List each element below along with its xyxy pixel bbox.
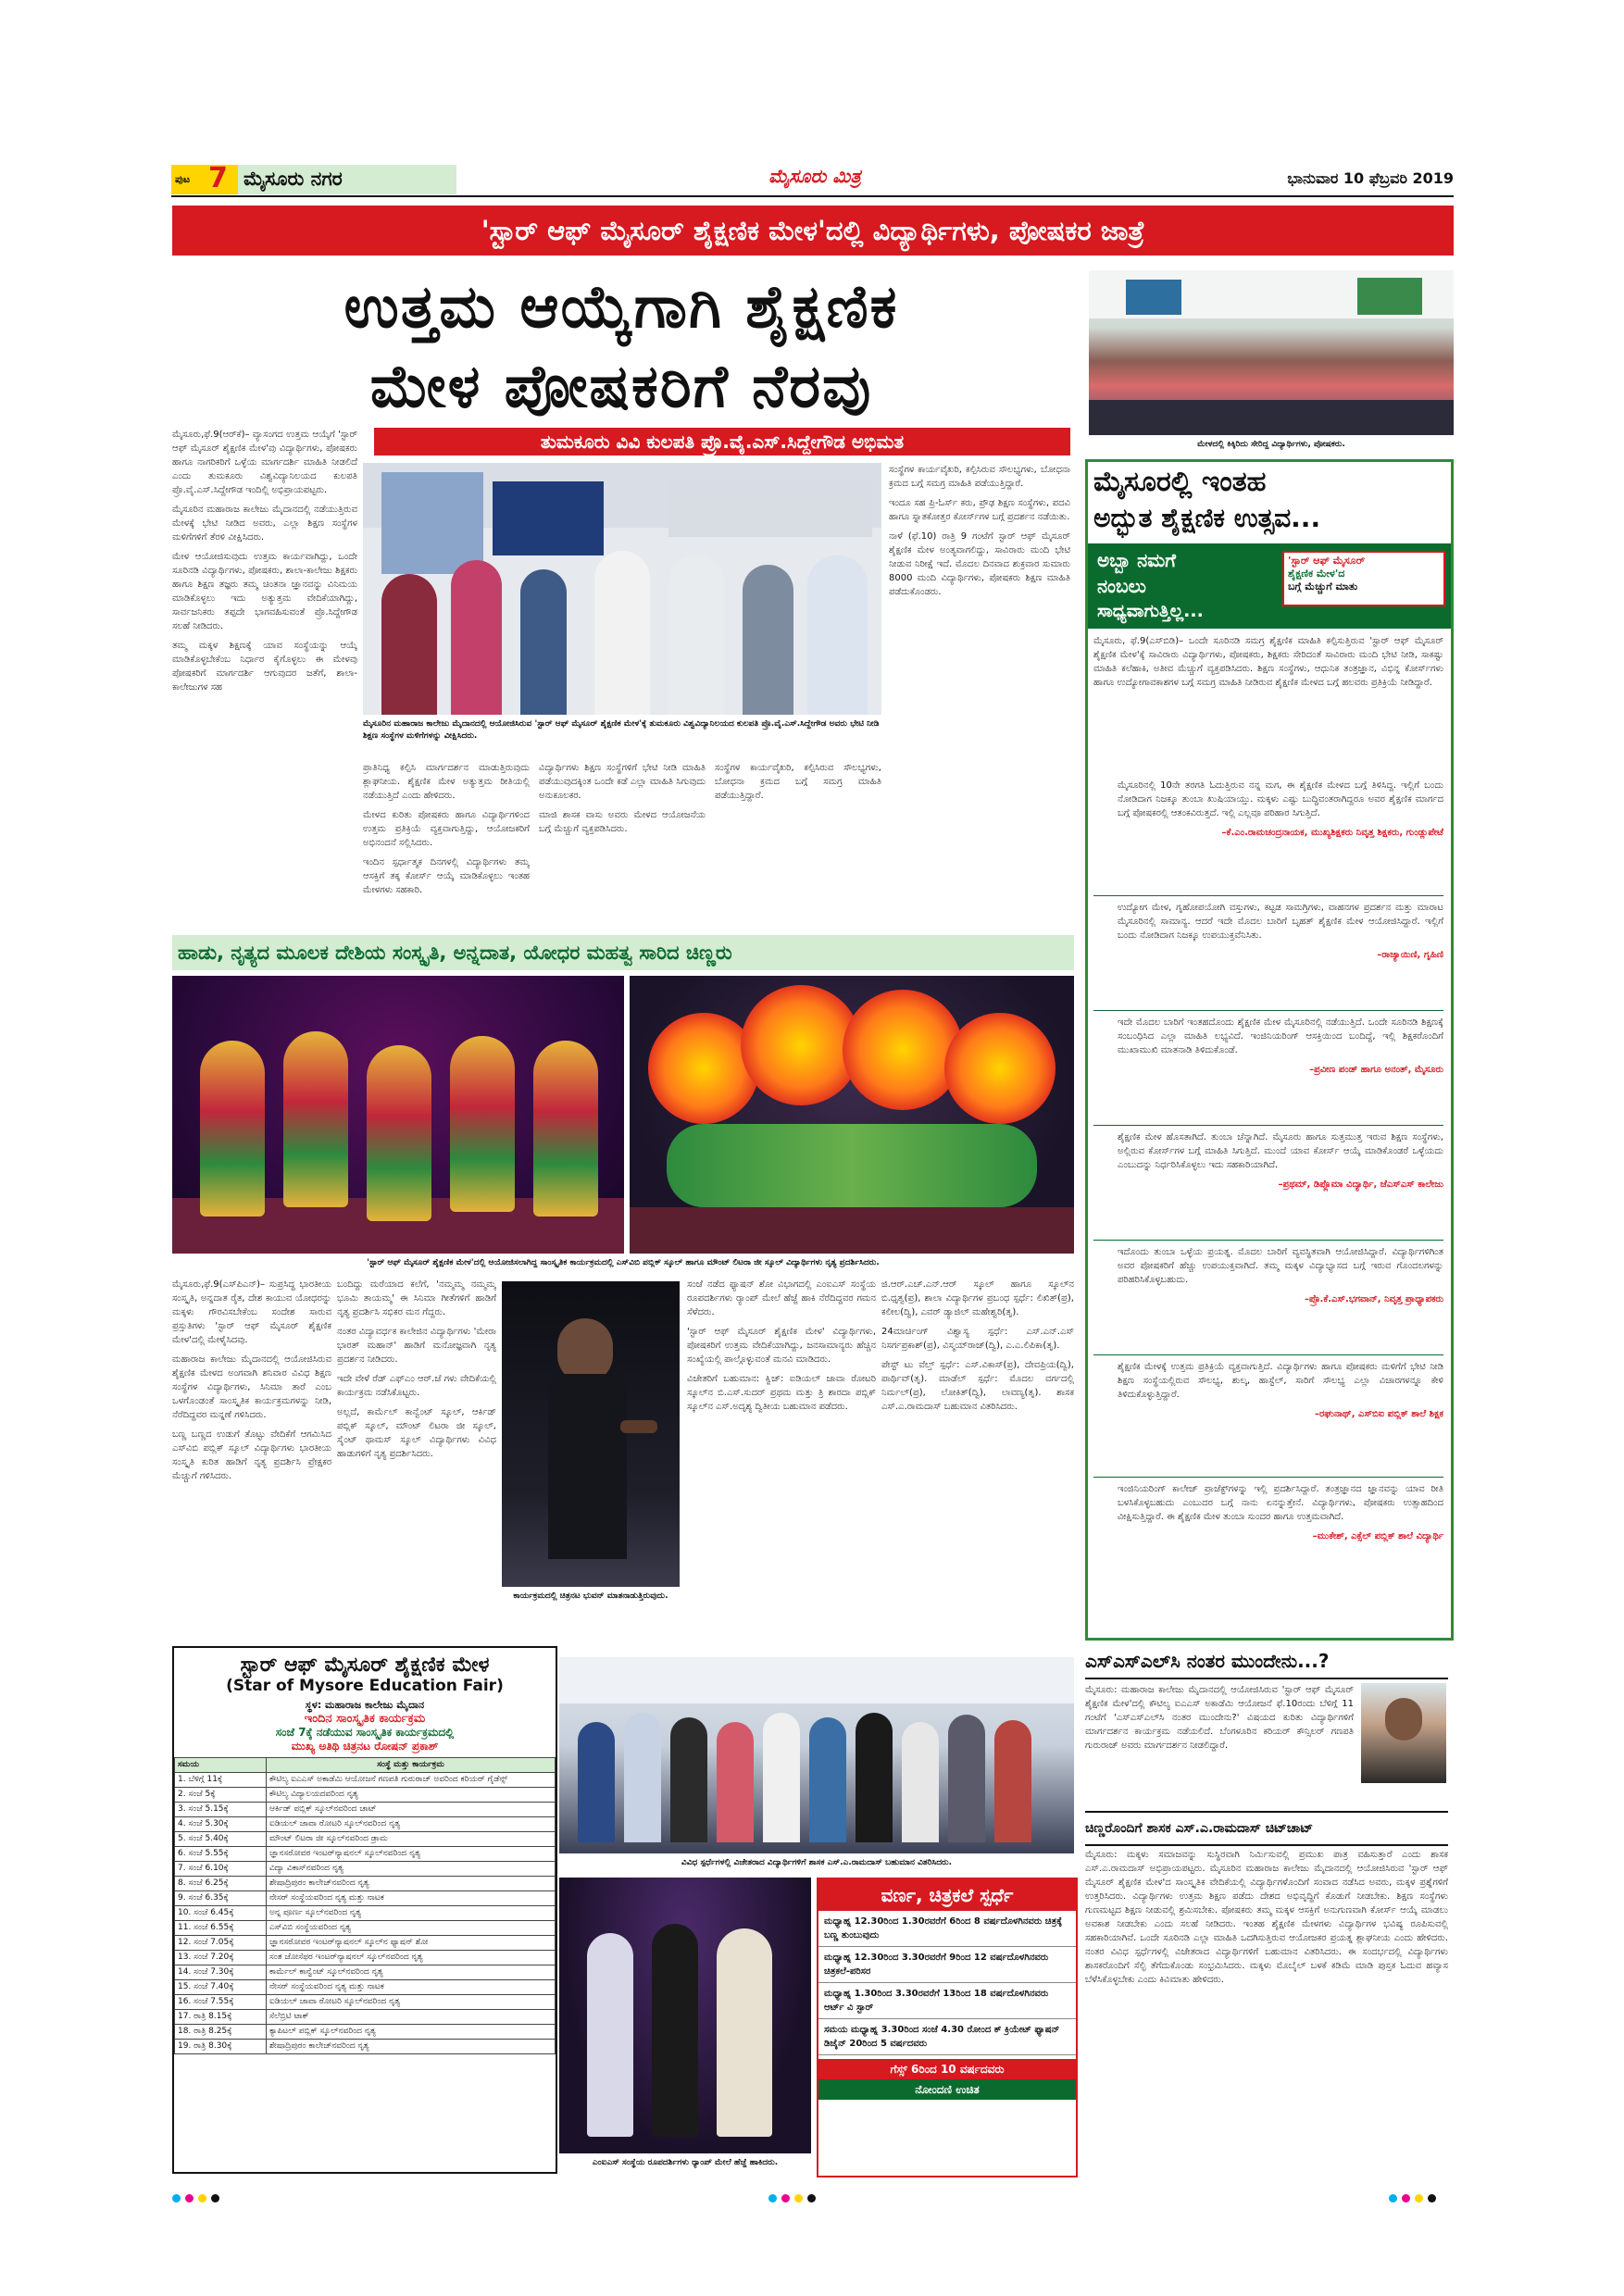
schedule-program: ಜ್ಞಾನಸರೋವರ ಇಂಟರ್‌ನ್ಯಾಷನಲ್ ಸ್ಕೂಲ್‌ನ ಫ್ಯಾಷನ್ ಶೋ [267, 1936, 556, 1951]
schedule-program: ಕಾರ್ಮೆಲ್ ಕಾನ್ವೆಂಟ್ ಸ್ಕೂಲ್‌ನವರಿಂದ ನೃತ್ಯ [267, 1965, 556, 1980]
section-name: ಮೈಸೂರು ನಗರ [244, 168, 343, 190]
schedule-row [175, 1817, 556, 1832]
page-header [171, 162, 1454, 198]
schedule-head-time: ಸಮಯ [175, 1758, 267, 1773]
feedback-tag-2: ನಂಬಲು [1097, 575, 1146, 597]
culture-para: ಮೈಸೂರು,ಫೆ.9(ಎಸ್‌ಪಿಎನ್)– ಸುಪ್ರಸಿದ್ಧ ಭಾರತೀಯ ಸಂಸ್ಕೃತಿ, ಅನ್ನದಾತ ರೈತ, ದೇಶ ಕಾಯುವ ಯೋಧರನ್ನು ಮಕ್ಕಳು ಗೌರವಿಸಬೇಕೆಂಬ ಸಂದೇಶ ಸಾರುವ ಪ್ರಸ್ತುತಿಗಳು 'ಸ್ಟಾರ್ ಆಫ್ ಮೈಸೂರ್ ಶೈಕ್ಷಣಿಕ ಮೇಳ'ದಲ್ಲಿ ಮೇಳೈಸಿದವು. [172, 1279, 331, 1345]
page-number-box [171, 162, 238, 194]
schedule-note: ಸಂಜೆ 7ಕ್ಕೆ ನಡೆಯುವ ಸಾಂಸ್ಕೃತಿಕ ಕಾರ್ಯಕ್ರಮದಲ್ಲಿ [275, 1726, 455, 1739]
registration-dots-center [768, 2189, 820, 2206]
ramdas-title-bar [1085, 1811, 1448, 1846]
lead-para: ಮೈಸೂರಿನ ಮಹಾರಾಜ ಕಾಲೇಜು ಮೈದಾನದಲ್ಲಿ ನಡೆಯುತ್ತಿರುವ ಮೇಳಕ್ಕೆ ಭೇಟಿ ನೀಡಿದ ಅವರು, ಎಲ್ಲಾ ಶಿಕ್ಷಣ ಸಂಸ್ಥೆಗಳ ಮಳಿಗೆಗಳಿಗೆ ತೆರಳಿ ವೀಕ್ಷಿಸಿದರು. [172, 505, 357, 543]
dance-photo-right [630, 976, 1074, 1254]
culture-column-1 [172, 1278, 331, 1653]
lead-subhead: ತುಮಕೂರು ವಿವಿ ಕುಲಪತಿ ಪ್ರೊ.ವೈ.ಎಸ್.ಸಿದ್ದೇಗೌಡ ಅಭಿಮತ [374, 428, 1070, 455]
crowd-photo-caption: ಮೇಳದಲ್ಲಿ ಕಿಕ್ಕಿರಿದು ಸೇರಿದ್ದ ವಿದ್ಯಾರ್ಥಿಗಳು, ಪೋಷಕರು. [1197, 440, 1345, 449]
header-rule [171, 195, 1454, 197]
schedule-row [175, 1832, 556, 1847]
schedule-title-english: (Star of Mysore Education Fair) [226, 1677, 504, 1695]
schedule-time: 17. ರಾತ್ರಿ 8.15ಕ್ಕೆ [175, 2010, 267, 2025]
page-label: ಪುಟ [175, 173, 191, 185]
schedule-time: 9. ಸಂಜೆ 6.35ಕ್ಕೆ [175, 1891, 267, 1906]
lead-para: ಸಂಸ್ಥೆಗಳ ಕಾರ್ಯವೈಖರಿ, ಕಲ್ಪಿಸಿರುವ ಸೌಲಭ್ಯಗಳು, ಬೋಧನಾ ಕ್ರಮದ ಬಗ್ಗೆ ಸಮಗ್ರ ಮಾಹಿತಿ ಪಡೆಯುತ್ತಿದ್ದಾರೆ. [715, 763, 881, 801]
schedule-program: ಸೆಲೆಬ್ರಿಟಿ ಟಾಕ್ [267, 2010, 556, 2025]
schedule-program: ಕೌಟಿಲ್ಯ ಐಎಎಸ್ ಅಕಾಡೆಮಿ ಆಯೋಜನೆ ಗಣಪತಿ ಗುರುರಾಜ್ ಅವರಿಂದ ಕರಿಯರ್ ಗೈಡೆನ್ಸ್ [267, 1773, 556, 1788]
top-banner: 'ಸ್ಟಾರ್ ಆಫ್ ಮೈಸೂರ್ ಶೈಕ್ಷಣಿಕ ಮೇಳ'ದಲ್ಲಿ ವಿದ್ಯಾರ್ಥಿಗಳು, ಪೋಷಕರ ಜಾತ್ರೆ [172, 206, 1454, 256]
schedule-row [175, 1862, 556, 1877]
section-name-box [238, 165, 456, 194]
fashion-photo-caption: ಎಂಐಎಸ್ ಸಂಸ್ಥೆಯ ರೂಪದರ್ಶಿಗಳು ರ‍್ಯಾಂಪ್ ಮೇಲೆ ಹೆಜ್ಜೆ ಹಾಕಿದರು. [592, 2158, 779, 2167]
feedback-box [1085, 459, 1454, 1641]
culture-para: ಜಿ.ಆರ್.ಎಚ್.ಎನ್.ಆರ್ ಸ್ಕೂಲ್ ಹಾಗೂ ಸ್ಕೂಲ್‌ನ ಬಿ.ಧೃತ್ವ(ಪ್ರ), ಶಾಲಾ ವಿದ್ಯಾರ್ಥಿಗಳ ಪ್ರಬಂಧ ಸ್ಪರ್ಧೆ: ಲಿಖಿತ್(ಪ್ರ), ಕಲೀಲ(ದ್ವಿ), ಎವರ್ ಡ್ಯಾಜಿಲ್ ಮಹೇಶ್ವರಿ(ತೃ). [881, 1279, 1074, 1317]
quote-text: ಇದೊಂದು ತುಂಬಾ ಒಳ್ಳೆಯ ಪ್ರಯತ್ನ. ಮೊದಲ ಬಾರಿಗೆ ವ್ಯವಸ್ಥಿತವಾಗಿ ಆಯೋಜಿಸಿದ್ದಾರೆ. ವಿದ್ಯಾರ್ಥಿಗಳಿಗಿಂತ ಅವರ ಪೋಷಕರಿಗೆ ಹೆಚ್ಚು ಉಪಯುಕ್ತವಾಗಿದೆ. ತಮ್ಮ ಮಕ್ಕಳ ವಿದ್ಯಾಭ್ಯಾಸದ ಬಗ್ಗೆ ಇರುವ ಗೊಂದಲಗಳನ್ನು ಪರಿಹರಿಸಿಕೊಳ್ಳಬಹುದು. [1118, 1247, 1443, 1285]
quote-by: –ಕೆ.ಎಂ.ರಾಮಚಂದ್ರನಾಯಕ, ಮುಖ್ಯಶಿಕ್ಷಕರು ನಿವೃತ್ತ ಶಿಕ್ಷಕರು, ಗುಂಡ್ಲುಪೇಟೆ [1221, 828, 1443, 838]
lead-photo [363, 463, 881, 715]
culture-para: 24ಮಾರ್ಚಿಂಗ್ ವಿಶ್ವಾಸ್ಯ ಸ್ಪರ್ಧೆ: ಎಸ್.ಎನ್.ಎಸ್ ನಿಸರ್ಗಪ್ರಕಾಶ್(ಪ್ರ), ವಿಸ್ಮಯ್‌ರಾಜ್(ದ್ವಿ), ಎ.ಎ.ಲಿಪಿಕಾ(ತೃ). [881, 1327, 1074, 1351]
schedule-time: 3. ಸಂಜೆ 5.15ಕ್ಕೆ [175, 1803, 267, 1817]
quote-text: ಮೈಸೂರಿನಲ್ಲಿ 10ನೇ ತರಗತಿ ಓದುತ್ತಿರುವ ನನ್ನ ಮಗ, ಈ ಶೈಕ್ಷಣಿಕ ಮೇಳದ ಬಗ್ಗೆ ತಿಳಿಸಿದ್ದ. ಇಲ್ಲಿಗೆ ಬಂದು ನೋಡಿದಾಗ ನಿಜಕ್ಕೂ ತುಂಬಾ ಖುಷಿಯಾಯ್ತು. ಮಕ್ಕಳು ಎಷ್ಟು ಬುದ್ಧಿವಂತರಾಗಿದ್ದರೂ ಅವರ ಶೈಕ್ಷಣಿಕ ಮಾರ್ಗದ ಬಗ್ಗೆ ಪೋಷಕರಲ್ಲಿ ಆತಂಕವಿರುತ್ತದೆ. ಇಲ್ಲಿ ಎಲ್ಲವೂ ಪರಿಹಾರ ಸಿಗುತ್ತಿದೆ. [1118, 780, 1443, 818]
schedule-time: 4. ಸಂಜೆ 5.30ಕ್ಕೆ [175, 1817, 267, 1832]
schedule-program: ವಿದ್ಯಾ ವಿಕಾಸ್‌ನವರಿಂದ ನೃತ್ಯ [267, 1862, 556, 1877]
schedule-program: ಎಸ್‌ವಿಬಿ ಸಂಸ್ಥೆಯವರಿಂದ ನೃತ್ಯ [267, 1921, 556, 1936]
schedule-time: 15. ಸಂಜೆ 7.40ಕ್ಕೆ [175, 1980, 267, 1995]
dance-photo-caption: 'ಸ್ಟಾರ್ ಆಫ್ ಮೈಸೂರ್ ಶೈಕ್ಷಣಿಕ ಮೇಳ'ದಲ್ಲಿ ಆಯೋಜಿಸಲಾಗಿದ್ದ ಸಾಂಸ್ಕೃತಿಕ ಕಾರ್ಯಕ್ರಮದಲ್ಲಿ ಎಸ್‌ವಿಬಿ ಪಬ್ಲಿಕ್ ಸ್ಕೂಲ್ ಹಾಗೂ ಮೌಂಟ್ ಲಿಟರಾ ಜೀ ಸ್ಕೂಲ್ ವಿದ್ಯಾರ್ಥಿಗಳು ನೃತ್ಯ ಪ್ರದರ್ಶಿಸಿದರು. [367, 1258, 880, 1267]
quote-by: –ಪ್ರಥಮ್, ಡಿಪ್ಲೊಮಾ ವಿದ್ಯಾರ್ಥಿ, ಜೆಎಸ್ಎಸ್ ಕಾಲೇಜು [1278, 1179, 1443, 1190]
registration-dots-right [1389, 2189, 1441, 2206]
side-tag-2: ಶೈಕ್ಷಣಿಕ ಮೇಳ'ದ [1288, 568, 1345, 580]
quote-by: –ಪ್ರವೀಣ ಪಂಡ್ ಹಾಗೂ ಅನಂತ್, ಮೈಸೂರು [1309, 1065, 1443, 1075]
quote-by: –ಪ್ರೊ.ಕೆ.ಎಸ್.ಭಗವಾನ್, ನಿವೃತ್ತ ಪ್ರಾಧ್ಯಾಪಕರು [1304, 1294, 1443, 1304]
schedule-time: 8. ಸಂಜೆ 6.25ಕ್ಕೆ [175, 1877, 267, 1891]
schedule-program: ಶೇಷಾದ್ರಿಪುರಂ ಕಾಲೇಜ್‌ನವರಿಂದ ನೃತ್ಯ [267, 2040, 556, 2054]
schedule-program: ಸಂತ ಜೋಸೆಫರ ಇಂಟರ್‌ನ್ಯಾಷನಲ್ ಸ್ಕೂಲ್‌ನವರಿಂದ ನೃತ್ಯ [267, 1951, 556, 1965]
sslc-para: ಮೈಸೂರು: ಮಹಾರಾಜ ಕಾಲೇಜು ಮೈದಾನದಲ್ಲಿ ಆಯೋಜಿಸಿರುವ 'ಸ್ಟಾರ್ ಆಫ್ ಮೈಸೂರ್ ಶೈಕ್ಷಣಿಕ ಮೇಳ'ದಲ್ಲಿ ಕೌಟಿಲ್ಯ ಐಎಎಸ್ ಅಕಾಡೆಮಿ ಆಯೋಜನೆ ಫೆ.10ರಂದು ಬೆಳಿಗ್ಗೆ 11 ಗಂಟೆಗೆ 'ಎಸ್‌ಎಸ್‌ಎಲ್‌ಸಿ ನಂತರ ಮುಂದೇನು?' ವಿಷಯದ ಕುರಿತು ವಿದ್ಯಾರ್ಥಿಗಳಿಗೆ ಮಾರ್ಗದರ್ಶನ ಕಾರ್ಯಕ್ರಮ ನಡೆಯಲಿದೆ. ಬೆಂಗಳೂರಿನ ಕರಿಯರ್ ಕೌನ್ಸಿಲರ್ ಗಣಪತಿ ಗುರುರಾಜ್ ಅವರು ಮಾರ್ಗದರ್ಶನ ನೀಡಲಿದ್ದಾರೆ. [1085, 1685, 1354, 1751]
quote-by: –ರಾಜ್ಯಾಯಿಣಿ, ಗೃಹಿಣಿ [1377, 950, 1443, 960]
schedule-row [175, 1877, 556, 1891]
culture-column-2 [337, 1278, 496, 1653]
feedback-quote [1093, 901, 1443, 1011]
schedule-row [175, 1965, 556, 1980]
schedule-time: 18. ರಾತ್ರಿ 8.25ಕ್ಕೆ [175, 2025, 267, 2040]
lead-para: ವಿದ್ಯಾರ್ಥಿಗಳು ಶಿಕ್ಷಣ ಸಂಸ್ಥೆಗಳಿಗೆ ಭೇಟಿ ನೀಡಿ ಮಾಹಿತಿ ಪಡೆಯುವುದಕ್ಕಿಂತ ಒಂದೇ ಕಡೆ ಎಲ್ಲಾ ಮಾಹಿತಿ ಸಿಗುವುದು ಅನುಕೂಲಕರ. [539, 763, 706, 801]
quote-text: ಇದೇ ಮೊದಲ ಬಾರಿಗೆ ಇಂತಹದೊಂದು ಶೈಕ್ಷಣಿಕ ಮೇಳ ಮೈಸೂರಿನಲ್ಲಿ ನಡೆಯುತ್ತಿದೆ. ಒಂದೇ ಸೂರಿನಡಿ ಶಿಕ್ಷಣಕ್ಕೆ ಸಂಬಂಧಿಸಿದ ಎಲ್ಲಾ ಮಾಹಿತಿ ಲಭ್ಯವಿದೆ. ಇಂಜಿನಿಯರಿಂಗ್ ಆಸಕ್ತಿಯಿಂದ ಬಂದಿದ್ದೆ, ಇಲ್ಲಿ ಶಿಕ್ಷಕರೊಂದಿಗೆ ಮುಖಾಮುಖಿ ಮಾತನಾಡಿ ತಿಳಿದುಕೊಂಡೆ. [1118, 1017, 1443, 1055]
winners-photo [559, 1657, 1074, 1853]
winners-photo-caption: ವಿವಿಧ ಸ್ಪರ್ಧೆಗಳಲ್ಲಿ ವಿಜೇತರಾದ ವಿದ್ಯಾರ್ಥಿಗಳಿಗೆ ಶಾಸಕ ಎಸ್.ಎ.ರಾಮದಾಸ್ ಬಹುಮಾನ ವಿತರಿಸಿದರು. [681, 1858, 953, 1867]
culture-headline: ಹಾಡು, ನೃತ್ಯದ ಮೂಲಕ ದೇಶಿಯ ಸಂಸ್ಕೃತಿ, ಅನ್ನದಾತ, ಯೋಧರ ಮಹತ್ವ ಸಾರಿದ ಚಿಣ್ಣರು [178, 942, 732, 964]
culture-headline-bar [172, 935, 1074, 970]
schedule-table [174, 1757, 556, 2054]
culture-para: ಅಲ್ಲದೆ, ಕಾರ್ಮೆಲ್ ಕಾನ್ವೆಂಟ್ ಸ್ಕೂಲ್, ಆರ್ಕಿಡ್ ಪಬ್ಲಿಕ್ ಸ್ಕೂಲ್, ಮೌಂಟ್ ಲಿಟರಾ ಜೀ ಸ್ಕೂಲ್, ಸೈಂಟ್ ಥಾಮಸ್ ಸ್ಕೂಲ್ ವಿದ್ಯಾರ್ಥಿಗಳು ವಿವಿಧ ಹಾಡುಗಳಿಗೆ ನೃತ್ಯ ಪ್ರದರ್ಶಿಸಿದರು. [337, 1407, 496, 1459]
feedback-tag-panel [1088, 543, 1451, 629]
schedule-today: ಇಂದಿನ ಸಾಂಸ್ಕೃತಿಕ ಕಾರ್ಯಕ್ರಮ [304, 1712, 426, 1726]
schedule-time: 2. ಸಂಜೆ 5ಕ್ಕೆ [175, 1788, 267, 1803]
quote-by: –ಮುಕೇಶ್, ಎಕ್ಸೆಲ್ ಪಬ್ಲಿಕ್ ಶಾಲೆ ವಿದ್ಯಾರ್ಥಿ [1312, 1531, 1443, 1541]
lead-para: ಪ್ರಾತಿನಿಧ್ಯ ಕಲ್ಪಿಸಿ ಮಾರ್ಗದರ್ಶನ ಮಾಡುತ್ತಿರುವುದು ಶ್ಲಾಘನೀಯ. ಶೈಕ್ಷಣಿಕ ಮೇಳ ಅತ್ಯುತ್ತಮ ರೀತಿಯಲ್ಲಿ ನಡೆಯುತ್ತಿದೆ ಎಂದು ಹೇಳಿದರು. [363, 763, 530, 801]
feedback-intro [1093, 634, 1443, 773]
quote-text: ಶೈಕ್ಷಣಿಕ ಮೇಳ ಹೊಸತಾಗಿದೆ. ತುಂಬಾ ಚೆನ್ನಾಗಿದೆ. ಮೈಸೂರು ಹಾಗೂ ಸುತ್ತಮುತ್ತ ಇರುವ ಶಿಕ್ಷಣ ಸಂಸ್ಥೆಗಳು, ಅಲ್ಲಿರುವ ಕೋರ್ಸ್‌ಗಳ ಬಗ್ಗೆ ಮಾಹಿತಿ ಸಿಗುತ್ತಿದೆ. ಮುಂದೆ ಯಾವ ಕೋರ್ಸ್ ಆಯ್ಕೆ ಮಾಡಿಕೊಂಡರೆ ಒಳ್ಳೆಯದು ಎಂಬುದನ್ನು ನಿರ್ಧರಿಸಿಕೊಳ್ಳಲು ಇದು ಸಹಕಾರಿಯಾಗಿದೆ. [1118, 1132, 1443, 1170]
schedule-head-inst: ಸಂಸ್ಥೆ ಮತ್ತು ಕಾರ್ಯಕ್ರಮ [267, 1758, 556, 1773]
feedback-tag-3: ಸಾಧ್ಯವಾಗುತ್ತಿಲ್ಲ... [1097, 601, 1204, 621]
lead-para: ಮೈಸೂರು,ಫೆ.9(ಆರ್‌ಕೆ)– ವ್ಯಾಸಂಗದ ಉತ್ತಮ ಆಯ್ಕೆಗೆ 'ಸ್ಟಾರ್ ಆಫ್ ಮೈಸೂರ್ ಶೈಕ್ಷಣಿಕ ಮೇಳ'ವು ವಿದ್ಯಾರ್ಥಿಗಳು, ಪೋಷಕರು ಹಾಗೂ ನಾಗರಿಕರಿಗೆ ಒಳ್ಳೆಯ ಮಾರ್ಗದರ್ಶಿ ಮಾಹಿತಿ ನೀಡಲಿದೆ ಎಂದು ತುಮಕೂರು ವಿಶ್ವವಿದ್ಯಾನಿಲಯದ ಕುಲಪತಿ ಪ್ರೊ.ವೈ.ಎಸ್.ಸಿದ್ದೇಗೌಡ ಇಂದಿಲ್ಲಿ ಅಭಿಪ್ರಾಯಪಟ್ಟರು. [172, 430, 357, 495]
schedule-time: 14. ಸಂಜೆ 7.30ಕ್ಕೆ [175, 1965, 267, 1980]
schedule-header-row [175, 1758, 556, 1773]
ramdas-para: ಮೈಸೂರು: ಮಕ್ಕಳು ಸಮಾಜವನ್ನು ಸುಸ್ಥಿರವಾಗಿ ನಿರ್ಮಿಸುವಲ್ಲಿ ಪ್ರಮುಖ ಪಾತ್ರ ವಹಿಸುತ್ತಾರೆ ಎಂದು ಶಾಸಕ ಎಸ್.ಎ.ರಾಮದಾಸ್ ಅಭಿಪ್ರಾಯಪಟ್ಟರು. ಮೈಸೂರಿನ ಮಹಾರಾಜ ಕಾಲೇಜು ಮೈದಾನದಲ್ಲಿ ಆಯೋಜಿಸಿರುವ 'ಸ್ಟಾರ್ ಆಫ್ ಮೈಸೂರ್ ಶೈಕ್ಷಣಿಕ ಮೇಳ'ದ ಸಾಂಸ್ಕೃತಿಕ ವೇದಿಕೆಯಲ್ಲಿ ವಿದ್ಯಾರ್ಥಿಗಳೊಂದಿಗೆ ಸಂವಾದ ನಡೆಸಿದ ಅವರು, ಮಕ್ಕಳ ಪ್ರಶ್ನೆಗಳಿಗೆ ಉತ್ತರಿಸಿದರು. ವಿದ್ಯಾರ್ಥಿಗಳು ಉತ್ತಮ ಶಿಕ್ಷಣ ಪಡೆದು ದೇಶದ ಅಭಿವೃದ್ಧಿಗೆ ಕೊಡುಗೆ ನೀಡಬೇಕು. ಶಿಕ್ಷಣ ಸಂಸ್ಥೆಗಳು ಗುಣಮಟ್ಟದ ಶಿಕ್ಷಣ ನೀಡುವಲ್ಲಿ ಶ್ರಮಿಸಬೇಕು. ಪೋಷಕರು ತಮ್ಮ ಮಕ್ಕಳ ಆಸಕ್ತಿಗೆ ಅನುಗುಣವಾಗಿ ಕೋರ್ಸ್ ಆಯ್ಕೆ ಮಾಡಲು ಅವಕಾಶ ನೀಡಬೇಕು ಎಂದು ಸಲಹೆ ನೀಡಿದರು. ಇಂತಹ ಶೈಕ್ಷಣಿಕ ಮೇಳಗಳು ವಿದ್ಯಾರ್ಥಿಗಳ ಭವಿಷ್ಯ ರೂಪಿಸುವಲ್ಲಿ ಸಹಕಾರಿಯಾಗಿವೆ. ಒಂದೇ ಸೂರಿನಡಿ ಎಲ್ಲಾ ಮಾಹಿತಿ ಒದಗಿಸುತ್ತಿರುವ ಆಯೋಜಕರ ಪ್ರಯತ್ನ ಶ್ಲಾಘನೀಯ ಎಂದು ಹೇಳಿದರು. ನಂತರ ವಿವಿಧ ಸ್ಪರ್ಧೆಗಳಲ್ಲಿ ವಿಜೇತರಾದ ವಿದ್ಯಾರ್ಥಿಗಳಿಗೆ ಬಹುಮಾನ ವಿತರಿಸಿದರು. ಈ ಸಂದರ್ಭದಲ್ಲಿ ವಿದ್ಯಾರ್ಥಿಗಳು ಶಾಸಕರೊಂದಿಗೆ ಸೆಲ್ಫಿ ತೆಗೆದುಕೊಂಡು ಸಂಭ್ರಮಿಸಿದರು. ಮಕ್ಕಳು ಮೊಬೈಲ್ ಬಳಕೆ ಕಡಿಮೆ ಮಾಡಿ ಪುಸ್ತಕ ಓದುವ ಹವ್ಯಾಸ ಬೆಳೆಸಿಕೊಳ್ಳಬೇಕು ಎಂದು ಕಿವಿಮಾತು ಹೇಳಿದರು. [1085, 1850, 1448, 1985]
quote-text: ಶೈಕ್ಷಣಿಕ ಮೇಳಕ್ಕೆ ಉತ್ತಮ ಪ್ರತಿಕ್ರಿಯೆ ವ್ಯಕ್ತವಾಗುತ್ತಿದೆ. ವಿದ್ಯಾರ್ಥಿಗಳು ಹಾಗೂ ಪೋಷಕರು ಮಳಿಗೆಗೆ ಭೇಟಿ ನೀಡಿ ಶಿಕ್ಷಣ ಸಂಸ್ಥೆಯಲ್ಲಿರುವ ಸೌಲಭ್ಯ, ಶುಲ್ಕ, ಹಾಸ್ಟೆಲ್, ಸಾರಿಗೆ ಸೌಲಭ್ಯ ಎಲ್ಲಾ ವಿಚಾರಗಳನ್ನೂ ಕೇಳಿ ತಿಳಿದುಕೊಳ್ಳುತ್ತಿದ್ದಾರೆ. [1118, 1362, 1443, 1400]
schedule-row [175, 1936, 556, 1951]
schedule-title: ಸ್ಟಾರ್ ಆಫ್ ಮೈಸೂರ್ ಶೈಕ್ಷಣಿಕ ಮೇಳ [240, 1653, 490, 1677]
schedule-row [175, 1847, 556, 1862]
schedule-row [175, 1773, 556, 1788]
sslc-portrait [1361, 1683, 1446, 1783]
dance-photo-left [172, 976, 624, 1254]
feedback-quote [1093, 1245, 1443, 1355]
culture-para: ಮಹಾರಾಜ ಕಾಲೇಜು ಮೈದಾನದಲ್ಲಿ ಆಯೋಜಿಸಿರುವ ಶೈಕ್ಷಣಿಕ ಮೇಳದ ಅಂಗವಾಗಿ ಶನಿವಾರ ವಿವಿಧ ಶಿಕ್ಷಣ ಸಂಸ್ಥೆಗಳ ವಿದ್ಯಾರ್ಥಿಗಳು, ಸಿನಿಮಾ ತಾರೆ ಎಂಬ ಒಳಗೊಂಡಂತೆ ಸಾಂಸ್ಕೃತಿಕ ಕಾರ್ಯಕ್ರಮಗಳನ್ನು ನೀಡಿ, ನೆರೆದಿದ್ದವರ ಮನ್ನಣೆ ಗಳಿಸಿದರು. [172, 1354, 331, 1420]
side-tag-3: ಬಗ್ಗೆ ಮೆಚ್ಚುಗೆ ಮಾತು [1288, 580, 1358, 593]
schedule-program: ಐಡಿಯಲ್ ಜಾವಾ ರೋಟರಿ ಸ್ಕೂಲ್‌ನವರಿಂದ ನೃತ್ಯ [267, 1817, 556, 1832]
schedule-program: ನೇಸರ್ ಸಂಸ್ಥೆಯವರಿಂದ ನೃತ್ಯ ಮತ್ತು ನಾಟಕ [267, 1980, 556, 1995]
sslc-title-bar [1085, 1644, 1448, 1679]
feedback-title-1: ಮೈಸೂರಲ್ಲಿ ಇಂತಹ [1093, 466, 1267, 498]
schedule-row [175, 1995, 556, 2010]
schedule-row [175, 2025, 556, 2040]
registration-dots-left [172, 2189, 224, 2206]
schedule-time: 7. ಸಂಜೆ 6.10ಕ್ಕೆ [175, 1862, 267, 1877]
lead-para: ಮಾಜಿ ಶಾಸಕ ವಾಸು ಅವರು ಮೇಳದ ಆಯೋಜನೆಯ ಬಗ್ಗೆ ಮೆಚ್ಚುಗೆ ವ್ಯಕ್ತಪಡಿಸಿದರು. [539, 810, 706, 834]
feedback-intro-text: ಮೈಸೂರು, ಫೆ.9(ಎಸ್‌ಬಿಡಿ)– ಒಂದೇ ಸೂರಿನಡಿ ಸಮಗ್ರ ಶೈಕ್ಷಣಿಕ ಮಾಹಿತಿ ಕಲ್ಪಿಸುತ್ತಿರುವ 'ಸ್ಟಾರ್ ಆಫ್ ಮೈಸೂರ್ ಶೈಕ್ಷಣಿಕ ಮೇಳ'ಕ್ಕೆ ಸಾವಿರಾರು ವಿದ್ಯಾರ್ಥಿಗಳು, ಪೋಷಕರು, ಶಿಕ್ಷಕರು ಸೇರಿದಂತೆ ಸಾವಿರಾರು ಮಂದಿ ಭೇಟಿ ನೀಡಿ, ಸಾಕಷ್ಟು ಮಾಹಿತಿ ಕಲೆಹಾಕಿ, ಅತೀವ ಮೆಚ್ಚುಗೆ ವ್ಯಕ್ತಪಡಿಸಿದರು. ಶಿಕ್ಷಣ ಸಂಸ್ಥೆಗಳು, ಆಧುನಿಕ ತಂತ್ರಜ್ಞಾನ, ವಿಭಿನ್ನ ಕೋರ್ಸ್‌ಗಳು ಹಾಗೂ ಉದ್ಯೋಗಾವಕಾಶಗಳ ಬಗ್ಗೆ ಸಮಗ್ರ ಮಾಹಿತಿ ನೀಡಿರುವ ಶೈಕ್ಷಣಿಕ ಮೇಳದ ಬಗ್ಗೆ ಹಲವರು ಪ್ರತಿಕ್ರಿಯೆ ನೀಡಿದ್ದಾರೆ. [1093, 636, 1443, 688]
culture-para: ಪೇಸ್ಟ್ ಟು ವೆಲ್ತ್ ಸ್ಪರ್ಧೆ: ಎಸ್.ವಿಕಾಸ್(ಪ್ರ), ದೇವಪ್ರಿಯ(ದ್ವಿ), ಪಾರ್ಥಿವ್(ತೃ). ಮಾಡೆಲ್ ಸ್ಪರ್ಧೆ: ಮೊದಲ ವರ್ಗದಲ್ಲಿ ನಿರ್ಮಲ್(ಪ್ರ), ಲೋಕಿತ್(ದ್ವಿ), ಲಾವಣ್ಯ(ತೃ). ಶಾಸಕ ಎಸ್.ಎ.ರಾಮದಾಸ್ ಬಹುಮಾನ ವಿತರಿಸಿದರು. [881, 1360, 1074, 1412]
schedule-program: ಶೇಷಾದ್ರಿಪುರಂ ಕಾಲೇಜ್‌ನವರಿಂದ ನೃತ್ಯ [267, 1877, 556, 1891]
schedule-time: 12. ಸಂಜೆ 7.05ಕ್ಕೆ [175, 1936, 267, 1951]
schedule-time: 10. ಸಂಜೆ 6.45ಕ್ಕೆ [175, 1906, 267, 1921]
crowd-photo [1089, 270, 1454, 435]
schedule-row [175, 1788, 556, 1803]
schedule-time: 19. ರಾತ್ರಿ 8.30ಕ್ಕೆ [175, 2040, 267, 2054]
contest-box [817, 1878, 1078, 2177]
side-tag-1: 'ಸ್ಟಾರ್ ಆಫ್ ಮೈಸೂರ್ [1288, 555, 1366, 567]
schedule-row [175, 1891, 556, 1906]
culture-column-4 [881, 1278, 1074, 1653]
masthead [713, 165, 917, 194]
schedule-chief-guest: ಮುಖ್ಯ ಅತಿಥಿ ಚಿತ್ರನಟ ರೋಷನ್ ಪ್ರಕಾಶ್ [291, 1740, 439, 1753]
schedule-program: ಆರ್ಕಿಡ್ ಪಬ್ಲಿಕ್ ಸ್ಕೂಲ್‌ನವರಿಂದ ಚಾಟ್ [267, 1803, 556, 1817]
schedule-time: 11. ಸಂಜೆ 6.55ಕ್ಕೆ [175, 1921, 267, 1936]
contest-title: ವರ್ಣ, ಚಿತ್ರಕಲೆ ಸ್ಪರ್ಧೆ [818, 1879, 1076, 1911]
schedule-time: 13. ಸಂಜೆ 7.20ಕ್ಕೆ [175, 1951, 267, 1965]
lead-column-5 [889, 463, 1070, 928]
lead-column-2 [363, 761, 530, 928]
contest-foot-2: ನೋಂದಣಿ ಉಚಿತ [818, 2079, 1076, 2100]
schedule-row [175, 2010, 556, 2025]
culture-para: ಬಣ್ಣ ಬಣ್ಣದ ಉಡುಗೆ ತೊಟ್ಟು ವೇದಿಕೆಗೆ ಆಗಮಿಸಿದ ಎಸ್‌ವಿಬಿ ಪಬ್ಲಿಕ್ ಸ್ಕೂಲ್ ವಿದ್ಯಾರ್ಥಿಗಳು ಭಾರತೀಯ ಸಂಸ್ಕೃತಿ ಕುರಿತ ಹಾಡಿಗೆ ನೃತ್ಯ ಪ್ರದರ್ಶಿಸಿ ಪ್ರೇಕ್ಷಕರ ಮೆಚ್ಚುಗೆ ಗಳಿಸಿದರು. [172, 1429, 331, 1481]
lead-para: ನಾಳೆ (ಫೆ.10) ರಾತ್ರಿ 9 ಗಂಟೆಗೆ ಸ್ಟಾರ್ ಆಫ್ ಮೈಸೂರ್ ಶೈಕ್ಷಣಿಕ ಮೇಳ ಅಂತ್ಯವಾಗಲಿದ್ದು, ಸಾವಿರಾರು ಮಂದಿ ಭೇಟಿ ನೀಡುವ ನಿರೀಕ್ಷೆ ಇದೆ. ಮೊದಲ ದಿನವಾದ ಶುಕ್ರವಾರ ಸುಮಾರು 8000 ಮಂದಿ ವಿದ್ಯಾರ್ಥಿಗಳು, ಪೋಷಕರು ಶಿಕ್ಷಣ ಮಾಹಿತಿ ಪಡೆದುಕೊಂಡರು. [889, 531, 1070, 597]
quote-text: ಉದ್ಯೋಗ ಮೇಳ, ಗೃಹೋಪಯೋಗಿ ವಸ್ತುಗಳು, ಕಟ್ಟಡ ಸಾಮಗ್ರಿಗಳು, ವಾಹನಗಳ ಪ್ರದರ್ಶನ ಮತ್ತು ಮಾರಾಟ ಮೈಸೂರಿನಲ್ಲಿ ಸಾಮಾನ್ಯ. ಆದರೆ ಇದೇ ಮೊದಲ ಬಾರಿಗೆ ಬೃಹತ್ ಶೈಕ್ಷಣಿಕ ಮೇಳ ಆಯೋಜಿಸಿದ್ದಾರೆ. ಇಲ್ಲಿಗೆ ಬಂದು ನೋಡಿದಾಗ ನಿಜಕ್ಕೂ ಉಪಯುಕ್ತವೆನಿಸಿತು. [1118, 903, 1443, 941]
culture-column-3 [687, 1278, 876, 1653]
schedule-time: 5. ಸಂಜೆ 5.40ಕ್ಕೆ [175, 1832, 267, 1847]
feedback-quote [1093, 1360, 1443, 1478]
lead-para: ಮೇಳದ ಕುರಿತು ಪೋಷಕರು ಹಾಗೂ ವಿದ್ಯಾರ್ಥಿಗಳಿಂದ ಉತ್ತಮ ಪ್ರತಿಕ್ರಿಯೆ ವ್ಯಕ್ತವಾಗುತ್ತಿದ್ದು, ಆಯೋಜಕರಿಗೆ ಅಭಿನಂದನೆ ಸಲ್ಲಿಸಿದರು. [363, 810, 530, 848]
schedule-row [175, 1906, 556, 1921]
culture-para: ಸಂಜೆ ನಡೆದ ಫ್ಯಾಷನ್ ಶೋ ವಿಭಾಗದಲ್ಲಿ ಎಂಐಎಸ್ ಸಂಸ್ಥೆಯ ರೂಪದರ್ಶಿಗಳು ರ‍್ಯಾಂಪ್ ಮೇಲೆ ಹೆಜ್ಜೆ ಹಾಕಿ ನೆರೆದಿದ್ದವರ ಗಮನ ಸೆಳೆದರು. [687, 1279, 876, 1317]
schedule-program: ಮೌಂಟ್ ಲಿಟರಾ ಜೀ ಸ್ಕೂಲ್‌ನವರಿಂದ ಡ್ರಾಮ [267, 1832, 556, 1847]
lead-headline-1: ಉತ್ತಮ ಆಯ್ಕೆಗಾಗಿ ಶೈಕ್ಷಣಿಕ [344, 273, 899, 342]
feedback-quote [1093, 1482, 1443, 1621]
issue-date: ಭಾನುವಾರ 10 ಫೆಬ್ರವರಿ 2019 [1287, 169, 1454, 187]
culture-para: ಬಂದಿದ್ದು ಮರೆಯಾದ ಕಲೆಗೆ, 'ನಮ್ಮಮ್ಮ ನಮ್ಮಮ್ಮ ಭೂಮಿ ತಾಯಮ್ಮ' ಈ ಸಿನಿಮಾ ಗೀತೆಗಳಿಗೆ ಹಾಡಿಗೆ ನೃತ್ಯ ಪ್ರದರ್ಶಿಸಿ ಸಭಿಕರ ಮನ ಗೆದ್ದರು. [337, 1279, 496, 1317]
quote-text: ಇಂಜಿನಿಯರಿಂಗ್ ಕಾಲೇಜ್ ಪ್ರಾಜೆಕ್ಟ್‌ಗಳನ್ನು ಇಲ್ಲಿ ಪ್ರದರ್ಶಿಸಿದ್ದಾರೆ. ತಂತ್ರಜ್ಞಾನದ ಜ್ಞಾನವನ್ನು ಯಾವ ರೀತಿ ಬಳಸಿಕೊಳ್ಳಬಹುದು ಎಂಬುದರ ಬಗ್ಗೆ ನಾನು ಏನನ್ನುತ್ತೇನೆ. ವಿದ್ಯಾರ್ಥಿಗಳು, ಪೋಷಕರು ಉತ್ಸಾಹದಿಂದ ವೀಕ್ಷಿಸುತ್ತಿದ್ದಾರೆ. ಈ ಶೈಕ್ಷಣಿಕ ಮೇಳ ತುಂಬಾ ಸುಂದರ ಹಾಗೂ ಉತ್ತಮವಾಗಿದೆ. [1118, 1484, 1443, 1522]
schedule-program: ನೇಸರ್ ಸಂಸ್ಥೆಯವರಿಂದ ನೃತ್ಯ ಮತ್ತು ನಾಟಕ [267, 1891, 556, 1906]
masthead-title: ಮೈಸೂರು ಮಿತ್ರ [768, 165, 861, 187]
schedule-venue: ಸ್ಥಳ: ಮಹಾರಾಜ ಕಾಲೇಜು ಮೈದಾನ [305, 1699, 425, 1711]
schedule-row [175, 1980, 556, 1995]
ramdas-title: ಚಿಣ್ಣರೊಂದಿಗೆ ಶಾಸಕ ಎಸ್.ಎ.ರಾಮದಾಸ್ ಚಿಟ್‌ಚಾಟ್ [1085, 1821, 1314, 1836]
schedule-row [175, 2040, 556, 2054]
feedback-title-2: ಅದ್ಭುತ ಶೈಕ್ಷಣಿಕ ಉತ್ಸವ... [1093, 503, 1321, 533]
contest-item: ಮಧ್ಯಾಹ್ನ 12.30ರಿಂದ 3.30ರವರೆಗೆ 9ರಿಂದ 12 ವರ್ಷದೊಳಗಿನವರು ಚಿತ್ರಕಲೆ-ಪರಿಸರ [818, 1947, 1076, 1983]
lead-para: ಮೇಳ ಆಯೋಜಿಸುವುದು ಉತ್ತಮ ಕಾರ್ಯವಾಗಿದ್ದು, ಒಂದೇ ಸೂರಿನಡಿ ವಿದ್ಯಾರ್ಥಿಗಳು, ಪೋಷಕರು, ಶಾಲಾ-ಕಾಲೇಜು ಶಿಕ್ಷಕರು ಹಾಗೂ ಶಿಕ್ಷಣ ತಜ್ಞರು ತಮ್ಮ ಚಿಂತನಾ ಜ್ಞಾನವನ್ನು ವಿನಿಮಯ ಮಾಡಿಕೊಳ್ಳಲು ಇದು ಅತ್ಯುತ್ತಮ ವೇದಿಕೆಯಾಗಿದ್ದು, ಸಾರ್ವಜನಿಕರು ತಪ್ಪದೇ ಭಾಗವಹಿಸುವಂತೆ ಪ್ರೊ.ಸಿದ್ದೇಗೌಡ ಸಲಹೆ ನೀಡಿದರು. [172, 552, 357, 631]
page-number: 7 [208, 162, 228, 194]
lead-para: ತಮ್ಮ ಮಕ್ಕಳ ಶಿಕ್ಷಣಕ್ಕೆ ಯಾವ ಸಂಸ್ಥೆಯನ್ನು ಆಯ್ಕೆ ಮಾಡಿಕೊಳ್ಳಬೇಕೆಂಬ ನಿರ್ಧಾರ ಕೈಗೊಳ್ಳಲು ಈ ಮೇಳವು ಪೋಷಕರಿಗೆ ಮಾರ್ಗದರ್ಶಿ ಆಗುವುದರ ಜತೆಗೆ, ಶಾಲಾ-ಕಾಲೇಜುಗಳ ಸಹ [172, 641, 357, 693]
schedule-program: ಅನ್ನ ಪೂರ್ಣ ಸ್ಕೂಲ್‌ನವರಿಂದ ನೃತ್ಯ [267, 1906, 556, 1921]
ramdas-text [1085, 1848, 1448, 2153]
side-tag-box [1282, 551, 1445, 606]
sslc-text [1085, 1683, 1354, 1805]
schedule-row [175, 1921, 556, 1936]
contest-item: ಮಧ್ಯಾಹ್ನ 12.30ರಿಂದ 1.30ರವರೆಗೆ 6ರಿಂದ 8 ವರ್ಷದೊಳಗಿನವರು ಚಿತ್ರಕ್ಕೆ ಬಣ್ಣ ತುಂಬುವುದು [818, 1911, 1076, 1947]
contest-foot-1: ಗೆಸ್ಸ್ 6ರಿಂದ 10 ವರ್ಷದವರು [818, 2059, 1076, 2079]
lead-column-3 [539, 761, 706, 928]
lead-column-4 [715, 761, 881, 928]
culture-para: ವಿಜೇತರಿಗೆ ಬಹುಮಾನ: ಕ್ವಿಜ್: ಐಡಿಯಲ್ ಜಾವಾ ರೋಟರಿ ಸ್ಕೂಲ್‌ನ ಬಿ.ಎಸ್.ಸುದರ್ ಪ್ರಥಮ ಮತ್ತು ತ್ರಿ ಶಾರದಾ ಪಬ್ಲಿಕ್ ಸ್ಕೂಲ್‌ನ ಎಸ್.ಅದೃಶ್ಯ ದ್ವಿತೀಯ ಬಹುಮಾನ ಪಡೆದರು. [687, 1374, 876, 1412]
contest-item: ಸಮಯ ಮಧ್ಯಾಹ್ನ 3.30ರಿಂದ ಸಂಜೆ 4.30 ರೋಂದ ಕ್ ಕ್ರಿಯೇಟ್ ಫ್ಯಾಷನ್ ಡಿಜೈನ್ 20ರಿಂದ 5 ವರ್ಷದವರು [818, 2019, 1076, 2055]
culture-para: ನಂತರ ವಿದ್ಯಾವರ್ಧಕ ಕಾಲೇಜಿನ ವಿದ್ಯಾರ್ಥಿಗಳು 'ಮೇರಾ ಭಾರತ್ ಮಹಾನ್' ಹಾಡಿಗೆ ಮನೋಜ್ಞವಾಗಿ ನೃತ್ಯ ಪ್ರದರ್ಶನ ನೀಡಿದರು. [337, 1327, 496, 1365]
schedule-program: ಕ್ಯಾಪಿಟಲ್ ಪಬ್ಲಿಕ್ ಸ್ಕೂಲ್‌ನವರಿಂದ ನೃತ್ಯ [267, 2025, 556, 2040]
sslc-title: ಎಸ್‌ಎಸ್‌ಎಲ್‌ಸಿ ನಂತರ ಮುಂದೇನು...? [1085, 1650, 1330, 1672]
feedback-quote [1093, 1130, 1443, 1241]
schedule-time: 16. ಸಂಜೆ 7.55ಕ್ಕೆ [175, 1995, 267, 2010]
lead-photo-caption: ಮೈಸೂರಿನ ಮಹಾರಾಜ ಕಾಲೇಜು ಮೈದಾನದಲ್ಲಿ ಆಯೋಜಿಸಿರುವ 'ಸ್ಟಾರ್ ಆಫ್ ಮೈಸೂರ್ ಶೈಕ್ಷಣಿಕ ಮೇಳ'ಕ್ಕೆ ತುಮಕೂರು ವಿಶ್ವವಿದ್ಯಾನಿಲಯದ ಕುಲಪತಿ ಪ್ರೊ.ವೈ.ಎಸ್.ಸಿದ್ದೇಗೌಡ ಅವರು ಭೇಟಿ ನೀಡಿ ಶಿಕ್ಷಣ ಸಂಸ್ಥೆಗಳ ಮಳಿಗೆಗಳನ್ನು ವೀಕ್ಷಿಸಿದರು. [363, 719, 880, 741]
lead-headline-2: ಮೇಳ ಪೋಷಕರಿಗೆ ನೆರವು [369, 353, 873, 421]
schedule-time: 1. ಬೆಳಿಗ್ಗೆ 11ಕ್ಕೆ [175, 1773, 267, 1788]
schedule-box [172, 1646, 557, 2174]
culture-para: ಇದೇ ವೇಳೆ ರೆಡ್ ಎಫ್‌ಎಂ ಆರ್.ಜೆ ಗಳು ವೇದಿಕೆಯಲ್ಲಿ ಕಾರ್ಯಕ್ರಮ ನಡೆಸಿಕೊಟ್ಟರು. [337, 1374, 496, 1398]
singer-photo [502, 1281, 680, 1587]
schedule-program: ಐಡಿಯಲ್ ಜಾವಾ ರೋಟರಿ ಸ್ಕೂಲ್‌ನವರಿಂದ ನೃತ್ಯ [267, 1995, 556, 2010]
schedule-row [175, 1951, 556, 1965]
singer-photo-caption: ಕಾರ್ಯಕ್ರಮದಲ್ಲಿ ಚಿತ್ರನಟ ಭುವನ್ ಮಾತನಾಡುತ್ತಿರುವುದು. [513, 1591, 668, 1601]
lead-para: ಸಂಸ್ಥೆಗಳ ಕಾರ್ಯವೈಖರಿ, ಕಲ್ಪಿಸಿರುವ ಸೌಲಭ್ಯಗಳು, ಬೋಧನಾ ಕ್ರಮದ ಬಗ್ಗೆ ಸಮಗ್ರ ಮಾಹಿತಿ ಪಡೆಯುತ್ತಿದ್ದಾರೆ. [889, 465, 1070, 489]
feedback-tag-1: ಅಬ್ಬಾ ನಮಗೆ [1097, 549, 1176, 571]
lead-column-1 [172, 428, 357, 928]
schedule-time: 6. ಸಂಜೆ 5.55ಕ್ಕೆ [175, 1847, 267, 1862]
lead-para: ಇಂದಿನ ಸ್ಪರ್ಧಾತ್ಮಕ ದಿನಗಳಲ್ಲಿ ವಿದ್ಯಾರ್ಥಿಗಳು ತಮ್ಮ ಆಸಕ್ತಿಗೆ ತಕ್ಕ ಕೋರ್ಸ್ ಆಯ್ಕೆ ಮಾಡಿಕೊಳ್ಳಲು ಇಂತಹ ಮೇಳಗಳು ಸಹಕಾರಿ. [363, 857, 530, 895]
feedback-quote [1093, 779, 1443, 896]
culture-para: 'ಸ್ಟಾರ್ ಆಫ್ ಮೈಸೂರ್ ಶೈಕ್ಷಣಿಕ ಮೇಳ' ವಿದ್ಯಾರ್ಥಿಗಳು, ಪೋಷಕರಿಗೆ ಉತ್ತಮ ವೇದಿಕೆಯಾಗಿದ್ದು, ಜನಸಾಮಾನ್ಯರು ಹೆಚ್ಚಿನ ಸಂಖ್ಯೆಯಲ್ಲಿ ಪಾಲ್ಗೊಳ್ಳುವಂತೆ ಮನವಿ ಮಾಡಿದರು. [687, 1327, 876, 1365]
schedule-program: ಕೌಟಿಲ್ಯ ವಿದ್ಯಾಲಯದವರಿಂದ ನೃತ್ಯ [267, 1788, 556, 1803]
schedule-row [175, 1803, 556, 1817]
feedback-quote [1093, 1016, 1443, 1126]
fashion-photo [559, 1878, 811, 2153]
schedule-program: ಜ್ಞಾನಸರೋವರ ಇಂಟರ್‌ನ್ಯಾಷನಲ್ ಸ್ಕೂಲ್‌ನವರಿಂದ ನೃತ್ಯ [267, 1847, 556, 1862]
quote-by: –ರಘುನಾಥ್, ಎಸ್‌ಬಿಐ ಪಬ್ಲಿಕ್ ಶಾಲೆ ಶಿಕ್ಷಕ [1314, 1409, 1443, 1419]
lead-para: ಇಂದೂ ಸಹ ಪ್ರಿ-ಓರ್ಸ್ ಕರು, ಪ್ರೌಢ ಶಿಕ್ಷಣ ಸಂಸ್ಥೆಗಳು, ಪದವಿ ಹಾಗೂ ಸ್ನಾತಕೋತ್ತರ ಕೋರ್ಸ್‌ಗಳ ಬಗ್ಗೆ ಪ್ರದರ್ಶನ ನಡೆಯಿತು. [889, 498, 1070, 522]
contest-item: ಮಧ್ಯಾಹ್ನ 1.30ರಿಂದ 3.30ರವರೆಗೆ 13ರಿಂದ 18 ವರ್ಷದೊಳಗಿನವರು ಆರ್ಟ್ ವಿ ಸ್ಟಾರ್ [818, 1983, 1076, 2019]
